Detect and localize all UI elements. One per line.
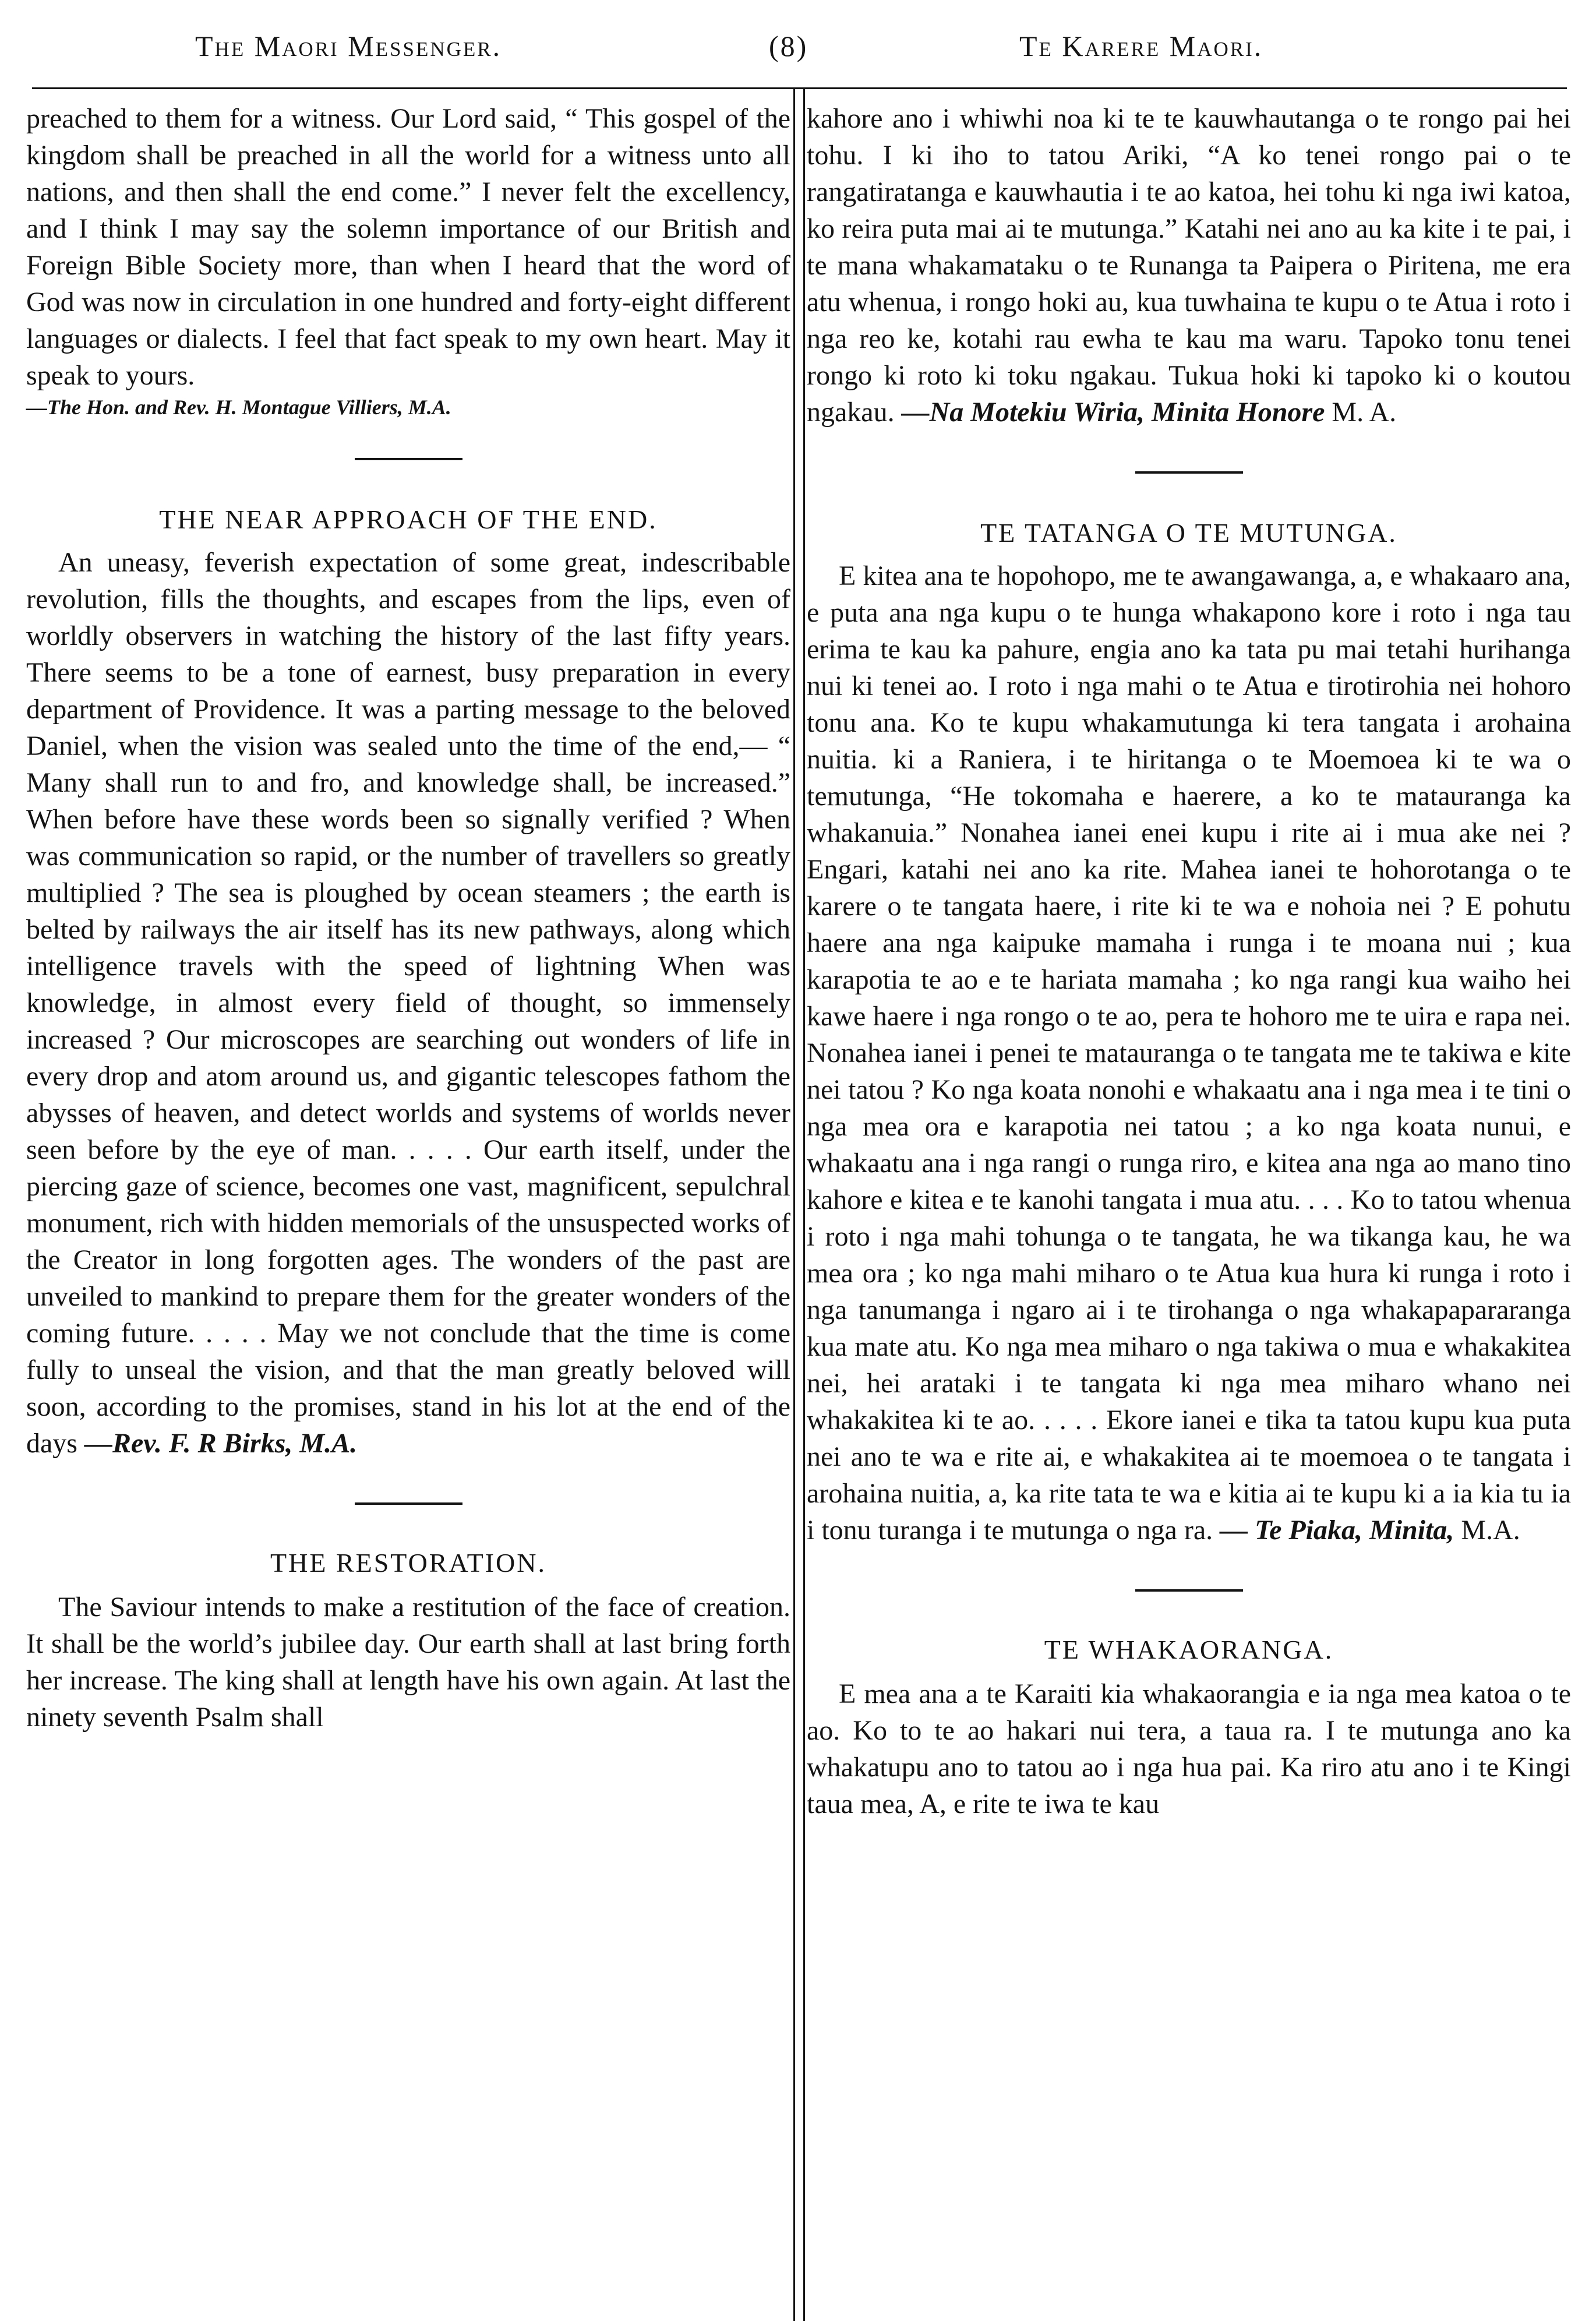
intro-byline-english: —The Hon. and Rev. H. Montague Villiers, M.A.: [26, 396, 451, 419]
column-divider: [793, 87, 805, 2321]
article-body-tatanga: [807, 558, 1571, 1548]
section-separator: [1135, 1589, 1243, 1592]
section-separator: [1135, 471, 1243, 474]
article-title-whakaoranga: TE WHAKAORANGA.: [1044, 1635, 1334, 1664]
article-title-restoration: THE RESTORATION.: [270, 1548, 546, 1578]
article-byline: — Te Piaka, Minita,: [1220, 1515, 1454, 1546]
article-title-tatanga: TE TATANGA O TE MUTUNGA.: [980, 518, 1397, 548]
section-separator: [355, 458, 462, 460]
article-body-whakaoranga: E mea ana a te Karaiti kia whakaorangia e ia nga mea katoa o te ao. Ko to te ao hakari nui tera, a taua ra. I te mutunga ano ka whakatupu ano to tatou ao i nga hua pai. Ka riro atu ano i te Kingi taua mea, A, e rite te iwa te kau: [807, 1678, 1571, 1819]
intro-byline-maori: —Na Motekiu Wiria, Minita Honore: [901, 397, 1325, 428]
page-header: [0, 0, 1596, 70]
article-byline: —Rev. F. R Birks, M.A.: [84, 1428, 358, 1459]
page-number: (8): [769, 30, 808, 62]
article-title-near-approach: THE NEAR APPROACH OF THE END.: [159, 505, 658, 534]
intro-text-maori: kahore ano i whiwhi noa ki te te kauwhautanga o te rongo pai hei tohu. I ki iho to tatou Ariki, “A ko tenei rongo pai o te rangatiratanga e kauwhautia i te ao katoa, hei tohu ki nga iwi katoa, ko reira puta mai ai te mutunga.” Katahi nei ano au ka kite i te pai, i te mana whakamataku o te Runanga ta Paipera o Piritena, me era atu whenua, i rongo hoki au, kua tuwhaina te kupu o te Atua i roto i nga reo ke, kotahi rau ewha te kau ma waru. Tapoko tonu tenei rongo ki roto ki toku ngakau. Tukua hoki ki tapoko ki o koutou ngakau.: [807, 103, 1571, 428]
header-title-english: The Maori Messenger.: [195, 30, 502, 62]
article-text: An uneasy, feverish expectation of some great, indescribable revolution, fills the thoughts, and escapes from the lips, even of worldly observers in watching the history of the last fifty years. There seems to be a tone of earnest, busy preparation in every department of Providence. It was a parting message to the beloved Daniel, when the vision was sealed unto the time of the end,— “ Many shall run to and fro, and knowledge shall, be increased.” When before have these words been so signally verified ? When was communication so rapid, or the number of travellers so greatly multiplied ? The sea is ploughed by ocean steamers ; the earth is belted by railways the air itself has its new pathways, along which intelligence travels with the speed of lightning When was knowledge, in almost every field of thought, so immensely increased ? Our microscopes are searching out wonders of life in every drop and atom around us, and gigantic telescopes fathom the abysses of heaven, and detect worlds and systems of worlds never seen before by the eye of man. . . . . Our earth itself, under the piercing gaze of science, becomes one vast, magnificent, sepulchral monument, rich with hidden memorials of the unsuspected works of the Creator in long forgotten ages. The wonders of the past are unveiled to mankind to prepare them for the greater wonders of the coming future. . . . . May we not conclude that the time is come fully to unseal the vision, and that the man greatly beloved will soon, according to the promises, stand in his lot at the end of the days: [26, 547, 790, 1459]
article-body-restoration: The Saviour intends to make a restitution of the face of creation. It shall be the world’s jubilee day. Our earth shall at last bring forth her increase. The king shall at length have his own again. At last the ninety seventh Psalm shall: [26, 1592, 790, 1733]
maori-column: [807, 100, 1571, 1822]
section-separator: [355, 1502, 462, 1505]
intro-paragraph-english: preached to them for a witness. Our Lord said, “ This gospel of the kingdom shall be preached in all the world for a witness unto all nations, and then shall the end come.” I never felt the excellency, and I think I may say the solemn importance of our British and Foreign Bible Society more, than when I heard that the word of God was now in circulation in one hundred and forty-eight different languages or dialects. I feel that fact speak to my own heart. May it speak to yours.: [26, 103, 790, 391]
intro-byline-maori-tail: M. A.: [1332, 397, 1397, 428]
article-body-near-approach: [26, 544, 790, 1462]
intro-paragraph-maori: [807, 100, 1571, 431]
article-text: E kitea ana te hopohopo, me te awangawanga, a, e whakaaro ana, e puta ana nga kupu o te hunga whakapono kore i roto i nga tau erima te kau ka pahure, engia ano ka tata pu mai tetahi hurihanga nui ki tenei ao. I roto i nga mahi o te Atua e tirotirohia nei hohoro tonu ana. Ko te kupu whakamutunga ki tera tangata i arohaina nuitia. ki a Raniera, i te hiritanga o te Moemoea ki te wa o temutunga, “He tokomaha e haerere, a ko te matauranga ka whakanuia.” Nonahea ianei enei kupu i rite ai i mua ake nei ? Engari, katahi nei ano ka rite. Mahea ianei te hohorotanga o te karere o te tangata haere, i rite ki te wa e nohoia nei ? E pohutu haere ana nga kaipuke mamaha i runga i te moana nui ; kua karapotia te ao e te hariata mamaha ; ko nga rangi kua waiho hei kawe haere i nga rongo o te ao, pera te hohoro me te uira e rapa nei. Nonahea ianei i penei te matauranga o te tangata me te takiwa e kite nei tatou ? Ko nga koata nonohi e whakaatu ana i nga mea i te tini o nga mea ora e karapotia nei tatou ; a ko nga koata nunui, e whakaatu ana i nga rangi o runga riro, e kitea ana nga ao mano tino kahore e kitea e te kanohi tangata i mua atu. . . . Ko to tatou whenua i roto i nga mahi tohunga o te tangata, he wa tikanga kau, he wa mea ora ; ko nga mahi miharo o te Atua kua hura ki runga i roto i nga tanumanga i ngaro ai i te tirohanga o nga whakapapararanga kua mate atu. Ko nga mea miharo o nga takiwa o mua e whakakitea nei, hei arataki i te tangata ki nga mea miharo whano nei whakakitea ki te ao. . . . . Ekore ianei e tika ta tatou kupu kua puta nei ano te wa e rite ai, e whakakitea ai te moemoea o te tangata i arohaina nuitia, a, ka rite tata te wa e kitia ai te kupu ki a ia kia tu ia i tonu turanga i te mutunga o nga ra.: [807, 560, 1571, 1546]
article-byline-tail: M.A.: [1461, 1515, 1520, 1546]
header-title-maori: Te Karere Maori.: [1019, 30, 1263, 62]
english-column: [26, 100, 790, 1736]
